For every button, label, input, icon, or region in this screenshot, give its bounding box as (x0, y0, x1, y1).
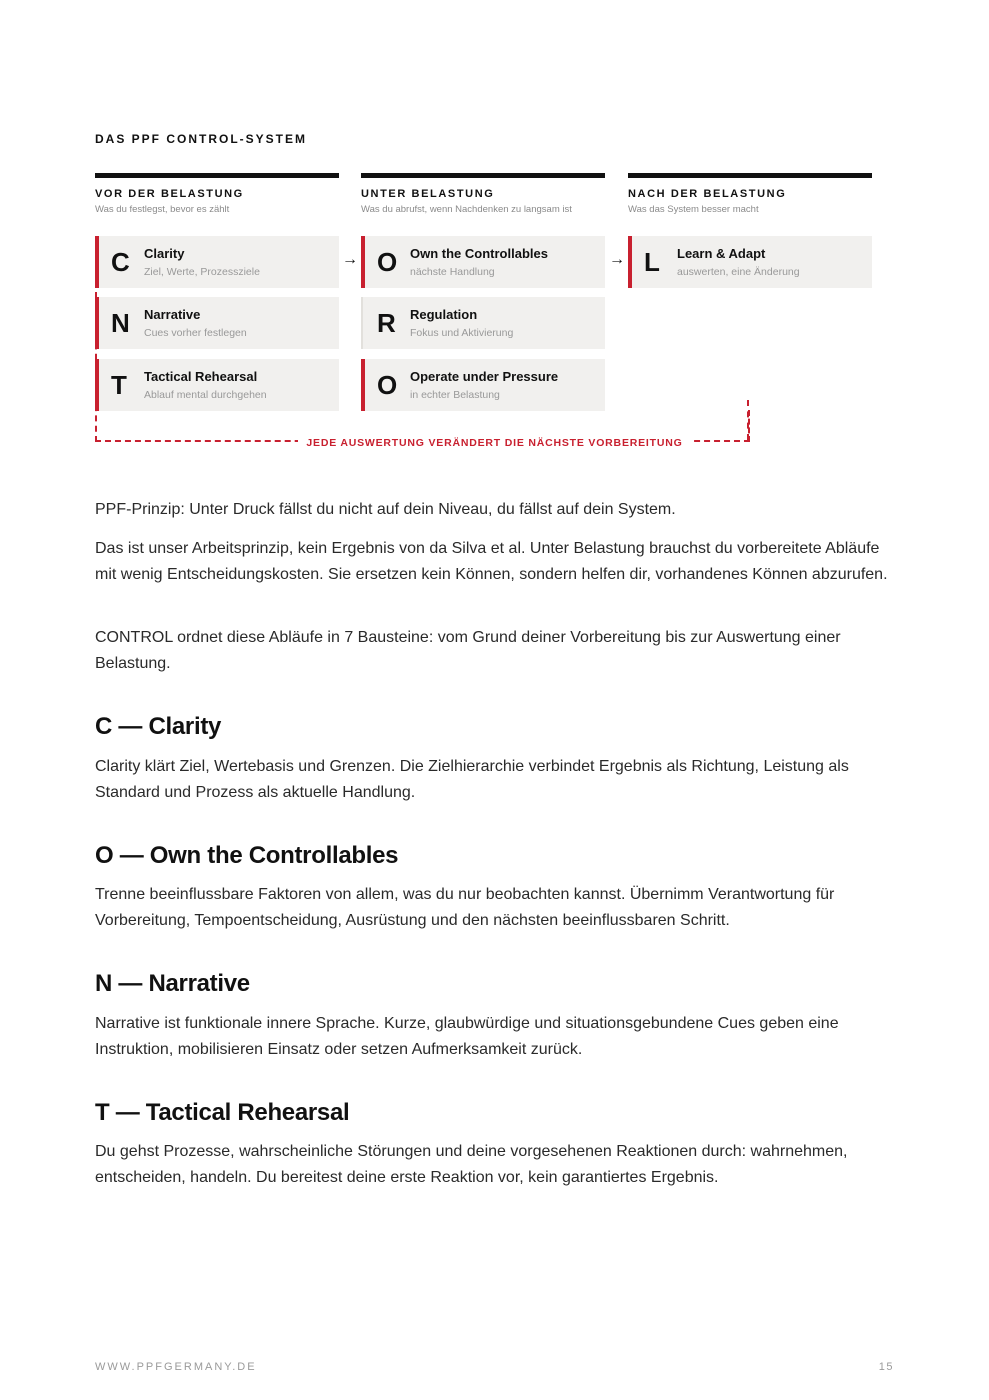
card-letter: O (377, 370, 398, 400)
section-heading-narrative: N — Narrative (95, 970, 250, 997)
card-subtitle: Fokus und Aktivierung (410, 327, 514, 339)
section-kicker: DAS PPF CONTROL-SYSTEM (95, 132, 308, 146)
card-subtitle: auswerten, eine Änderung (677, 266, 800, 278)
column-heading: UNTER BELASTUNG (361, 188, 495, 200)
card-narrative (95, 297, 339, 349)
card-clarity (95, 236, 339, 288)
card-title: Clarity (144, 246, 185, 261)
card-title: Operate under Pressure (410, 369, 559, 384)
card-title: Narrative (144, 307, 201, 322)
arrow-right-icon: → (609, 251, 625, 268)
column-heading: VOR DER BELASTUNG (95, 188, 244, 200)
card-title: Regulation (410, 307, 478, 322)
section-body-tactical-rehearsal: Du gehst Prozesse, wahrscheinliche Störungen und deine vorgesehenen Reaktionen durch: wahrnehmen, entscheiden, handeln. Du bereitest deine erste Reaktion vor, kein garantiertes Ergebnis. (95, 1143, 848, 1186)
card-accent-bar (361, 236, 365, 288)
card-operate-under-pressure (361, 359, 605, 411)
card-accent-bar (361, 297, 367, 349)
card-learn-adapt (628, 236, 872, 288)
arrow-right-icon: → (342, 251, 358, 268)
card-regulation (361, 297, 605, 349)
section-body-own-controllables: Trenne beeinflussbare Faktoren von allem, was du nur beobachten kannst. Übernimm Verantwortung für Vorbereitung, Tempoentscheidung, Ausrüstung und den nächsten beeinflussbaren Schritt. (95, 886, 835, 929)
column-during (361, 173, 605, 215)
card-letter: N (111, 308, 130, 338)
card-accent-bar (628, 236, 632, 288)
card-letter: T (111, 370, 127, 400)
card-accent-bar (95, 297, 99, 349)
card-subtitle: Ablauf mental durchgehen (144, 389, 267, 401)
section-body-clarity: Clarity klärt Ziel, Wertebasis und Grenzen. Die Zielhierarchie verbindet Ergebnis als Richtung, Leistung als Standard und Prozess als aktuelle Handlung. (95, 758, 849, 801)
page-number: 15 (878, 1361, 894, 1373)
card-title: Learn & Adapt (677, 246, 766, 261)
card-title: Own the Controllables (410, 246, 548, 261)
column-subheading: Was das System besser macht (628, 204, 759, 215)
card-letter: O (377, 247, 398, 277)
column-before (95, 173, 339, 215)
card-accent-bar (361, 359, 365, 411)
section-heading-clarity: C — Clarity (95, 713, 222, 740)
column-subheading: Was du abrufst, wenn Nachdenken zu langsam ist (361, 204, 572, 215)
intro-paragraph: CONTROL ordnet diese Abläufe in 7 Bausteine: vom Grund deiner Vorbereitung bis zur Auswertung einer Belastung. (95, 629, 841, 672)
card-letter: C (111, 247, 130, 277)
card-own-the-controllables (361, 236, 605, 288)
column-subheading: Was du festlegst, bevor es zählt (95, 204, 230, 215)
card-letter: R (377, 308, 396, 338)
card-subtitle: Cues vorher festlegen (144, 327, 247, 339)
column-after (628, 173, 872, 215)
card-title: Tactical Rehearsal (144, 369, 258, 384)
card-subtitle: in echter Belastung (410, 389, 500, 401)
feedback-loop-label-wrap (0, 433, 989, 451)
column-rule (361, 173, 605, 178)
column-rule (95, 173, 339, 178)
footer-url: WWW.PPFGERMANY.DE (95, 1361, 257, 1373)
column-rule (628, 173, 872, 178)
card-tactical-rehearsal (95, 359, 339, 411)
column-heading: NACH DER BELASTUNG (628, 188, 787, 200)
card-subtitle: nächste Handlung (410, 266, 495, 278)
card-accent-bar (95, 236, 99, 288)
section-heading-own-controllables: O — Own the Controllables (95, 842, 399, 869)
card-accent-bar (95, 359, 99, 411)
section-heading-tactical-rehearsal: T — Tactical Rehearsal (95, 1099, 350, 1126)
section-body-narrative: Narrative ist funktionale innere Sprache. Kurze, glaubwürdige und situationsgebundene Cues geben eine Instruktion, mobilisieren Einsatz oder setzen Aufmerksamkeit zurück. (95, 1015, 839, 1058)
card-letter: L (644, 247, 660, 277)
card-subtitle: Ziel, Werte, Prozessziele (144, 266, 260, 278)
feedback-loop-label: JEDE AUSWERTUNG VERÄNDERT DIE NÄCHSTE VORBEREITUNG (298, 437, 690, 449)
principle-paragraph: PPF-Prinzip: Unter Druck fällst du nicht auf dein Niveau, du fällst auf dein System. (95, 501, 676, 518)
intro-paragraph: Das ist unser Arbeitsprinzip, kein Ergebnis von da Silva et al. Unter Belastung brauchst du vorbereitete Abläufe mit wenig Entscheidungskosten. Sie ersetzen kein Können, sondern helfen dir, vorhandenes Können abzurufen. (95, 540, 888, 583)
